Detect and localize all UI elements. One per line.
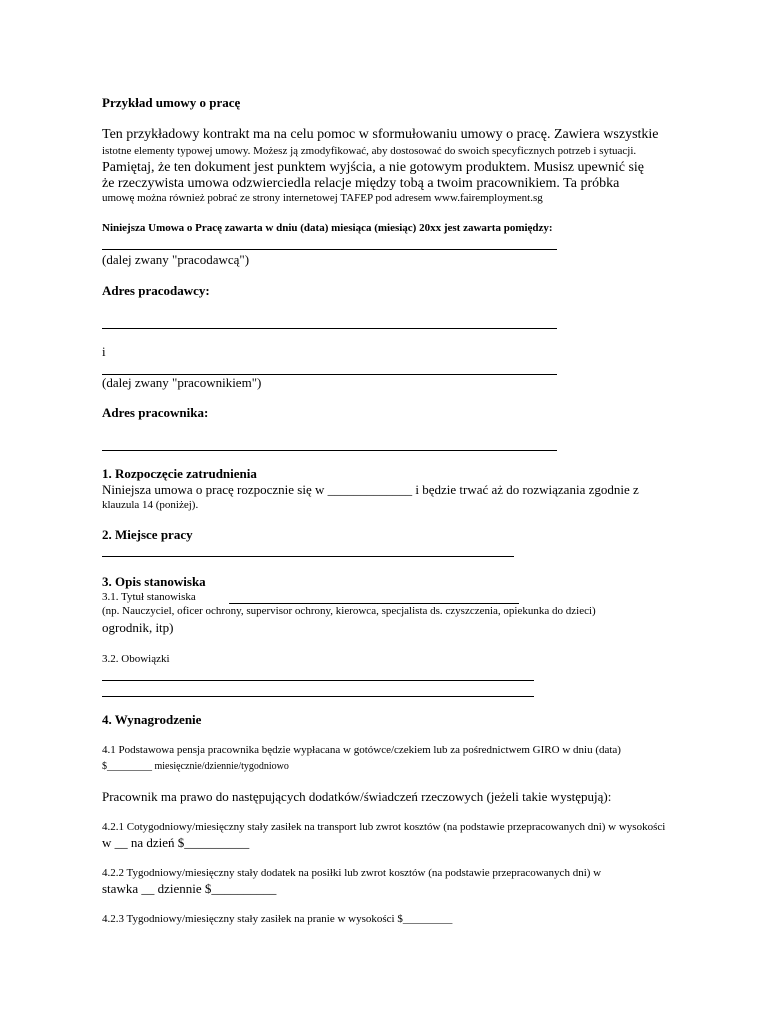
section-4-1-line-2: $_________ miesięcznie/dziennie/tygodniowo (102, 761, 289, 772)
employee-address-label: Adres pracownika: (102, 405, 209, 420)
section-1-title: 1. Rozpoczęcie zatrudnienia (102, 466, 257, 481)
intro-line-5: umowę można również pobrać ze strony internetowej TAFEP pod adresem www.fairemployment.sg (102, 192, 543, 204)
section-3-title: 3. Opis stanowiska (102, 574, 206, 589)
section-4-2-3: 4.2.3 Tygodniowy/miesięczny stały zasiłek na pranie w wysokości $_________ (102, 913, 453, 925)
section-1-line-2: klauzula 14 (poniżej). (102, 499, 199, 511)
section-4-title: 4. Wynagrodzenie (102, 712, 202, 727)
section-4-2-1-line-1: 4.2.1 Cotygodniowy/miesięczny stały zasiłek na transport lub zwrot kosztów (na podstawie przepracowanych dni) w wysokości (102, 821, 666, 833)
employee-address-line (102, 450, 557, 451)
employer-name-line (102, 249, 557, 250)
section-4-2-1-line-2: w __ na dzień $__________ (102, 835, 250, 850)
parties-heading: Niniejsza Umowa o Pracę zawarta w dniu (data) miesiąca (miesiąc) 20xx jest zawarta pomiędzy: (102, 222, 553, 234)
section-1-line-1: Niniejsza umowa o pracę rozpocznie się w _____________ i będzie trwać aż do rozwiązania zgodnie z (102, 482, 639, 497)
section-3-2-label: 3.2. Obowiązki (102, 653, 170, 665)
section-3-1-examples-1: (np. Nauczyciel, oficer ochrony, supervisor ochrony, kierowca, specjalista ds. czyszczenia, opiekunka do dzieci) (102, 605, 596, 617)
section-3-1-examples-2: ogrodnik, itp) (102, 620, 174, 635)
employer-alias: (dalej zwany "pracodawcą") (102, 252, 250, 267)
section-4-2-2-line-2: stawka __ dziennie $__________ (102, 881, 277, 896)
intro-line-1: Ten przykładowy kontrakt ma na celu pomoc w sformułowaniu umowy o pracę. Zawiera wszystkie (102, 127, 659, 142)
job-title-line (229, 603, 519, 604)
intro-line-3: Pamiętaj, że ten dokument jest punktem wyjścia, a nie gotowym produktem. Musisz upewnić się (102, 160, 645, 175)
duties-line-2 (102, 696, 534, 697)
intro-line-4: że rzeczywista umowa odzwierciedla relacje między tobą a twoim pracownikiem. Ta próbka (102, 176, 620, 191)
conjunction-and: i (102, 344, 106, 359)
workplace-line (102, 556, 514, 557)
duties-line-1 (102, 680, 534, 681)
section-2-title: 2. Miejsce pracy (102, 527, 193, 542)
employer-address-label: Adres pracodawcy: (102, 283, 210, 298)
employer-address-line (102, 328, 557, 329)
section-4-entitled: Pracownik ma prawo do następujących dodatków/świadczeń rzeczowych (jeżeli takie występują): (102, 789, 612, 804)
employee-alias: (dalej zwany "pracownikiem") (102, 375, 262, 390)
document-title: Przykład umowy o pracę (102, 95, 241, 110)
intro-line-2: istotne elementy typowej umowy. Możesz ją zmodyfikować, aby dostosować do swoich specyficznych potrzeb i sytuacji. (102, 145, 637, 157)
section-3-1-label: 3.1. Tytuł stanowiska (102, 591, 196, 603)
section-4-2-2-line-1: 4.2.2 Tygodniowy/miesięczny stały dodatek na posiłki lub zwrot kosztów (na podstawie przepracowanych dni) w (102, 867, 602, 879)
section-4-1-line-1: 4.1 Podstawowa pensja pracownika będzie wypłacana w gotówce/czekiem lub za pośrednictwem GIRO w dniu (data) (102, 744, 621, 756)
